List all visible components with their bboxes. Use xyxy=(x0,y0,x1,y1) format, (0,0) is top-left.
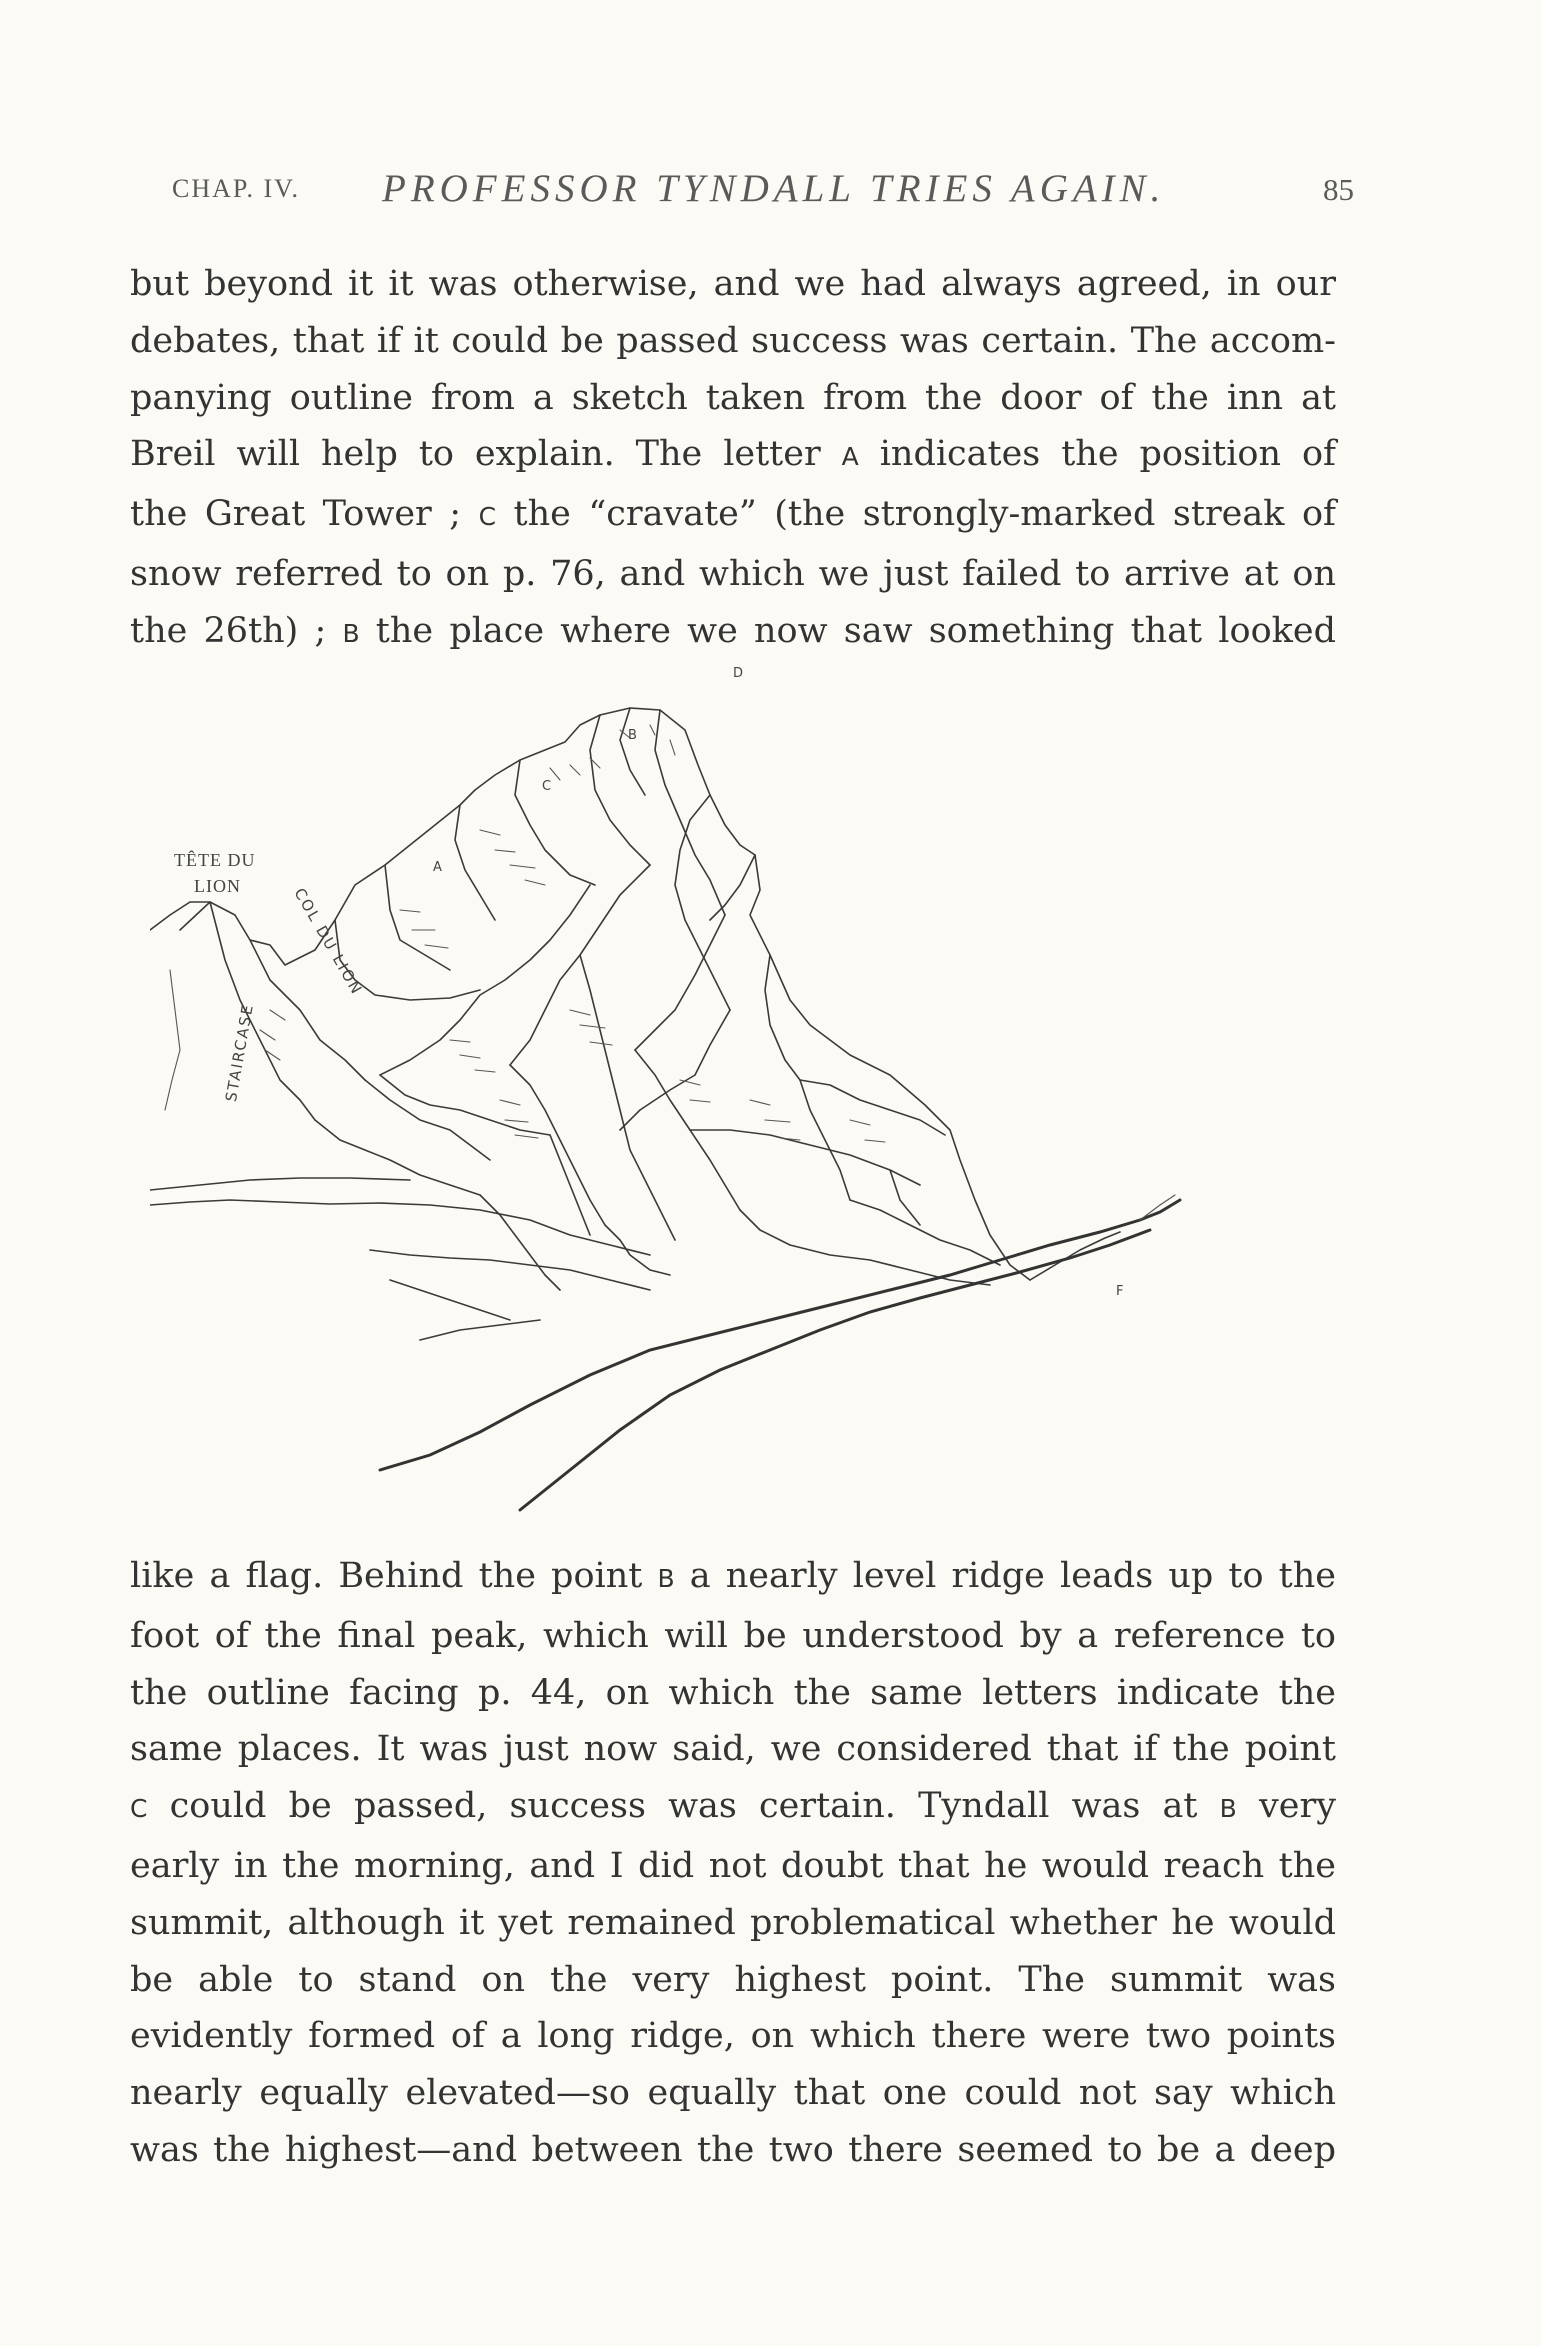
figure-label-c: C xyxy=(542,779,552,794)
text-run: the Great Tower ; xyxy=(130,494,479,535)
chapter-label: CHAP. IV. xyxy=(172,174,301,203)
running-header xyxy=(172,166,1354,212)
text-line: same places. It was just now said, we considered that if the point xyxy=(130,1729,1336,1770)
text-line: the outline facing p. 44, on which the same letters indicate the xyxy=(130,1672,1336,1713)
text-line: early in the morning, and I did not doubt that he would reach the xyxy=(130,1845,1336,1886)
text-line xyxy=(130,603,1336,663)
text-run: a nearly level ridge leads up to the xyxy=(674,1556,1336,1596)
figure-label-f: F xyxy=(1116,1284,1124,1299)
figure-label-col-du-lion: COL DU LION xyxy=(290,885,367,999)
figure-label-b: B xyxy=(628,728,637,743)
paragraph-1 xyxy=(130,256,1336,663)
text-line xyxy=(130,1778,1336,1838)
mountain-outline-figure xyxy=(150,666,1300,1520)
text-line: debates, that if it could be passed success was certain. The accom- xyxy=(130,320,1336,361)
reference-letter: B xyxy=(1219,1794,1237,1824)
page-number: 85 xyxy=(1323,172,1354,207)
figure-label-tete-du-lion: TÊTE DU xyxy=(174,850,256,870)
text-line: panying outline from a sketch taken from the door of the inn at xyxy=(130,377,1336,418)
reference-letter: C xyxy=(478,502,497,532)
reference-letter: C xyxy=(130,1794,148,1824)
running-title: PROFESSOR TYNDALL TRIES AGAIN. xyxy=(382,167,1166,210)
text-line xyxy=(130,486,1336,546)
text-line: summit, although it yet remained problematical whether he would xyxy=(130,1902,1336,1943)
text-line: evidently formed of a long ridge, on which there were two points xyxy=(130,2016,1336,2057)
text-line: be able to stand on the very highest point. The summit was xyxy=(130,1959,1336,2000)
reference-letter: B xyxy=(657,1564,675,1593)
mountain-sketch xyxy=(150,680,1300,1520)
paragraph-2 xyxy=(130,1548,1336,2179)
figure-label-d: D xyxy=(733,666,744,681)
text-line: but beyond it it was otherwise, and we had always agreed, in our xyxy=(130,264,1336,304)
reference-letter: B xyxy=(342,618,360,648)
text-run: very xyxy=(1236,1786,1336,1827)
text-line xyxy=(130,426,1336,486)
figure-label-tete-du-lion-2: LION xyxy=(194,876,241,896)
text-line: nearly equally elevated—so equally that one could not say which xyxy=(130,2073,1336,2114)
text-line xyxy=(130,1548,1336,1608)
text-run: the “cravate” (the strongly-marked streak of xyxy=(496,494,1336,535)
figure-label-staircase: STAIRCASE xyxy=(222,1001,258,1104)
text-run: Breil will help to explain. The letter xyxy=(130,434,842,475)
text-line: was the highest—and between the two there seemed to be a deep xyxy=(130,2129,1336,2170)
text-run: the 26th) ; xyxy=(130,610,343,651)
text-run: the place where we now saw something that looked xyxy=(359,610,1336,651)
text-run: could be passed, success was certain. Tyndall was at xyxy=(147,1786,1220,1827)
text-line: foot of the final peak, which will be understood by a reference to xyxy=(130,1615,1336,1656)
figure-label-a: A xyxy=(433,860,442,875)
reference-letter: A xyxy=(841,442,859,472)
text-run: indicates the position of xyxy=(858,434,1336,475)
text-line: snow referred to on p. 76, and which we just failed to arrive at on xyxy=(130,553,1336,594)
text-run: like a flag. Behind the point xyxy=(130,1556,658,1596)
